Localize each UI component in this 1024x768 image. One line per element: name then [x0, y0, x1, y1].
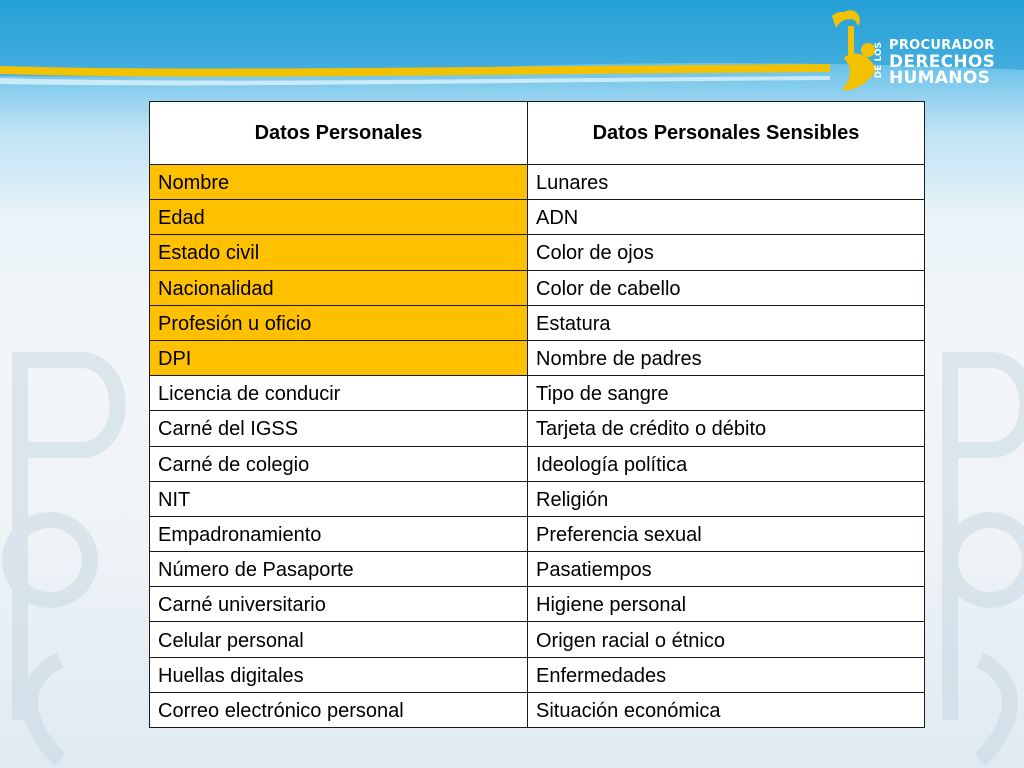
cell-dato-sensible: Lunares: [528, 165, 925, 200]
cell-dato-personal: Estado civil: [150, 235, 528, 270]
cell-dato-sensible: Higiene personal: [528, 587, 925, 622]
table-row: [150, 411, 925, 446]
logo-line-3: HUMANOS: [889, 68, 991, 88]
cell-dato-personal: NIT: [150, 481, 528, 516]
logo-procurador: [824, 8, 1016, 98]
table-row: [150, 622, 925, 657]
table-row: [150, 270, 925, 305]
cell-dato-sensible: ADN: [528, 200, 925, 235]
cell-dato-sensible: Religión: [528, 481, 925, 516]
logo-text: [889, 38, 995, 86]
cell-dato-sensible: Tarjeta de crédito o débito: [528, 411, 925, 446]
table-row: [150, 587, 925, 622]
cell-dato-personal: Número de Pasaporte: [150, 552, 528, 587]
logo-side-text: DE LOS: [874, 42, 884, 79]
table-row: [150, 481, 925, 516]
cell-dato-personal: Empadronamiento: [150, 516, 528, 551]
table-row: [150, 305, 925, 340]
cell-dato-sensible: Tipo de sangre: [528, 376, 925, 411]
cell-dato-personal: Profesión u oficio: [150, 305, 528, 340]
header-datos-sensibles: Datos Personales Sensibles: [528, 102, 925, 165]
personal-data-table: [149, 101, 925, 728]
cell-dato-personal: Carné de colegio: [150, 446, 528, 481]
cell-dato-sensible: Origen racial o étnico: [528, 622, 925, 657]
cell-dato-personal: Edad: [150, 200, 528, 235]
cell-dato-sensible: Color de ojos: [528, 235, 925, 270]
cell-dato-personal: DPI: [150, 340, 528, 375]
table-row: [150, 657, 925, 692]
table-row: [150, 165, 925, 200]
cell-dato-personal: Huellas digitales: [150, 657, 528, 692]
cell-dato-personal: Carné universitario: [150, 587, 528, 622]
cell-dato-personal: Carné del IGSS: [150, 411, 528, 446]
header-datos-personales: Datos Personales: [150, 102, 528, 165]
cell-dato-personal: Licencia de conducir: [150, 376, 528, 411]
cell-dato-personal: Celular personal: [150, 622, 528, 657]
cell-dato-sensible: Ideología política: [528, 446, 925, 481]
table-row: [150, 235, 925, 270]
table-row: [150, 446, 925, 481]
cell-dato-sensible: Nombre de padres: [528, 340, 925, 375]
cell-dato-personal: Nacionalidad: [150, 270, 528, 305]
cell-dato-sensible: Preferencia sexual: [528, 516, 925, 551]
table-row: [150, 376, 925, 411]
cell-dato-sensible: Enfermedades: [528, 657, 925, 692]
logo-line-1: PROCURADOR: [889, 38, 995, 53]
cell-dato-personal: Correo electrónico personal: [150, 692, 528, 727]
table-header-row: [150, 102, 925, 165]
table-row: [150, 200, 925, 235]
cell-dato-personal: Nombre: [150, 165, 528, 200]
table-row: [150, 516, 925, 551]
table-row: [150, 692, 925, 727]
cell-dato-sensible: Estatura: [528, 305, 925, 340]
logo-line-2: DERECHOS: [889, 52, 996, 72]
table-row: [150, 340, 925, 375]
cell-dato-sensible: Color de cabello: [528, 270, 925, 305]
cell-dato-sensible: Situación económica: [528, 692, 925, 727]
table-row: [150, 552, 925, 587]
cell-dato-sensible: Pasatiempos: [528, 552, 925, 587]
